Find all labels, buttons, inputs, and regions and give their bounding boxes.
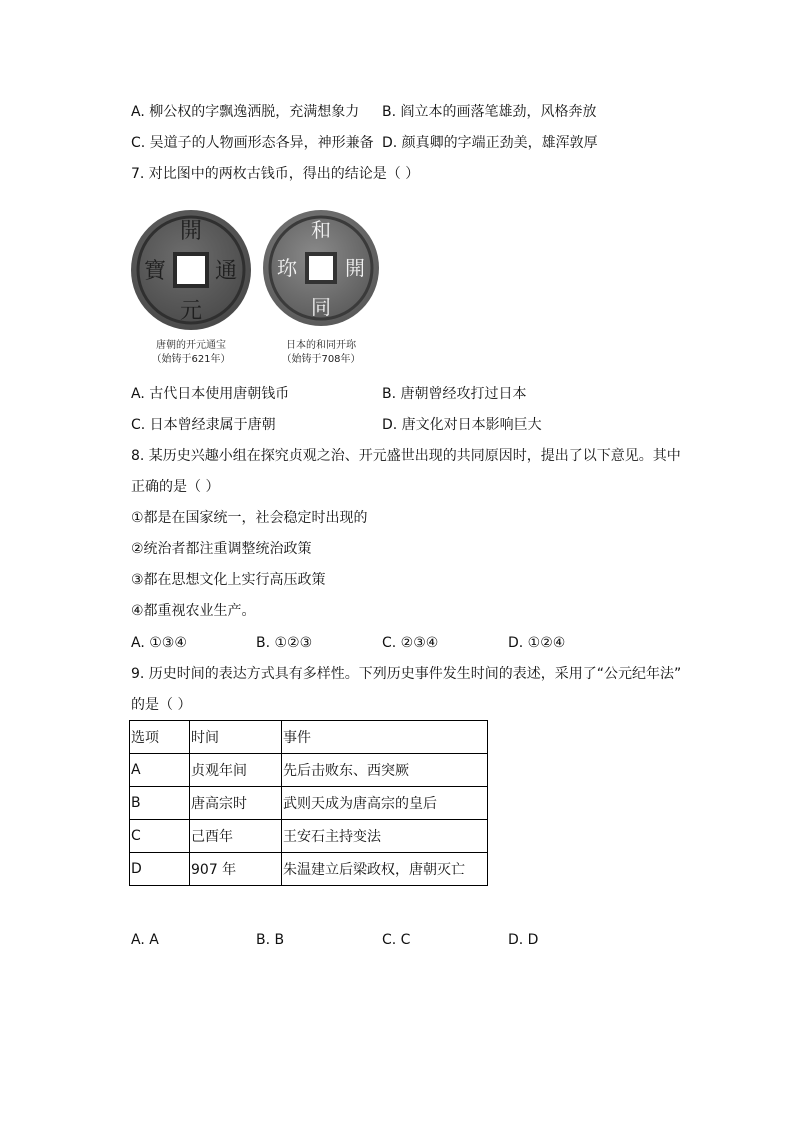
table-cell: 贞观年间: [190, 754, 282, 787]
q9-table: [129, 720, 488, 886]
table-row: [130, 853, 488, 886]
table-cell: 己酉年: [190, 820, 282, 853]
header-cell: 选项: [130, 721, 190, 754]
q6-option-d: D. 颜真卿的字端正劲美，雄浑敦厚: [382, 135, 598, 151]
table-cell: B: [130, 787, 190, 820]
q9-stem-line2: 的是（ ）: [131, 697, 192, 713]
table-row: [130, 754, 488, 787]
coin-left-char-top: 開: [179, 219, 203, 244]
q9-option-d: D. D: [508, 932, 539, 948]
q8-stem-line2: 正确的是（ ）: [131, 479, 220, 495]
q8-option-a: A. ①③④: [131, 635, 187, 651]
coin-right-char-right: 開: [345, 256, 365, 280]
q7-option-a: A. 古代日本使用唐朝钱币: [131, 386, 290, 402]
q7-stem: 7. 对比图中的两枚古钱币，得出的结论是（ ）: [131, 166, 420, 182]
table-cell: 王安石主持变法: [282, 820, 488, 853]
q9-option-a: A. A: [131, 932, 159, 948]
table-cell: 朱温建立后梁政权，唐朝灭亡: [282, 853, 488, 886]
q8-option-c: C. ②③④: [382, 635, 439, 651]
table-row: [130, 787, 488, 820]
q7-option-d: D. 唐文化对日本影响巨大: [382, 417, 542, 433]
coin-left-sub: （始铸于621年）: [151, 354, 231, 365]
q6-option-a: A. 柳公权的字飘逸洒脱，充满想象力: [131, 104, 360, 120]
table-cell: D: [130, 853, 190, 886]
coin-left-char-bottom: 元: [179, 299, 203, 324]
q8-option-d: D. ①②④: [508, 635, 566, 651]
coin-wadokaichin: [263, 210, 379, 326]
q7-option-b: B. 唐朝曾经攻打过日本: [382, 386, 527, 402]
table-header-row: [130, 721, 488, 754]
table-cell: A: [130, 754, 190, 787]
coin-kaiyuan: [131, 210, 251, 330]
coins-figure: [131, 200, 383, 370]
coin-left-caption: 唐朝的开元通宝: [156, 340, 226, 351]
table-cell: 907 年: [190, 853, 282, 886]
coin-right-caption: 日本的和同开珎: [286, 340, 356, 351]
coins-image: [131, 200, 383, 370]
table-cell: 先后击败东、西突厥: [282, 754, 488, 787]
coin-right-sub: （始铸于708年）: [281, 354, 361, 365]
q9-option-b: B. B: [256, 932, 285, 948]
q6-option-b: B. 阎立本的画落笔雄劲，风格奔放: [382, 104, 597, 120]
coin-left-char-right: 通: [214, 259, 238, 284]
header-cell: 时间: [190, 721, 282, 754]
q7-option-c: C. 日本曾经隶属于唐朝: [131, 417, 276, 433]
coin-right-char-bottom: 同: [311, 295, 331, 319]
table-cell: C: [130, 820, 190, 853]
q8-statement-2: ②统治者都注重调整统治政策: [131, 541, 312, 557]
q8-option-b: B. ①②③: [256, 635, 313, 651]
q8-stem-line1: 8. 某历史兴趣小组在探究贞观之治、开元盛世出现的共同原因时，提出了以下意见。其中: [131, 448, 681, 464]
q9-option-c: C. C: [382, 932, 411, 948]
coin-right-char-left: 珎: [277, 256, 297, 280]
q6-option-c: C. 吴道子的人物画形态各异，神形兼备: [131, 135, 374, 151]
coin-right-char-top: 和: [311, 218, 331, 242]
table-row: [130, 820, 488, 853]
q8-statement-1: ①都是在国家统一，社会稳定时出现的: [131, 510, 368, 526]
header-cell: 事件: [282, 721, 488, 754]
q8-statement-4: ④都重视农业生产。: [131, 603, 256, 619]
table-cell: 武则天成为唐高宗的皇后: [282, 787, 488, 820]
q8-statement-3: ③都在思想文化上实行高压政策: [131, 572, 326, 588]
coin-left-char-left: 寶: [143, 259, 167, 284]
table-cell: 唐高宗时: [190, 787, 282, 820]
q9-stem-line1: 9. 历史时间的表达方式具有多样性。下列历史事件发生时间的表述，采用了“公元纪年法”: [131, 666, 682, 682]
